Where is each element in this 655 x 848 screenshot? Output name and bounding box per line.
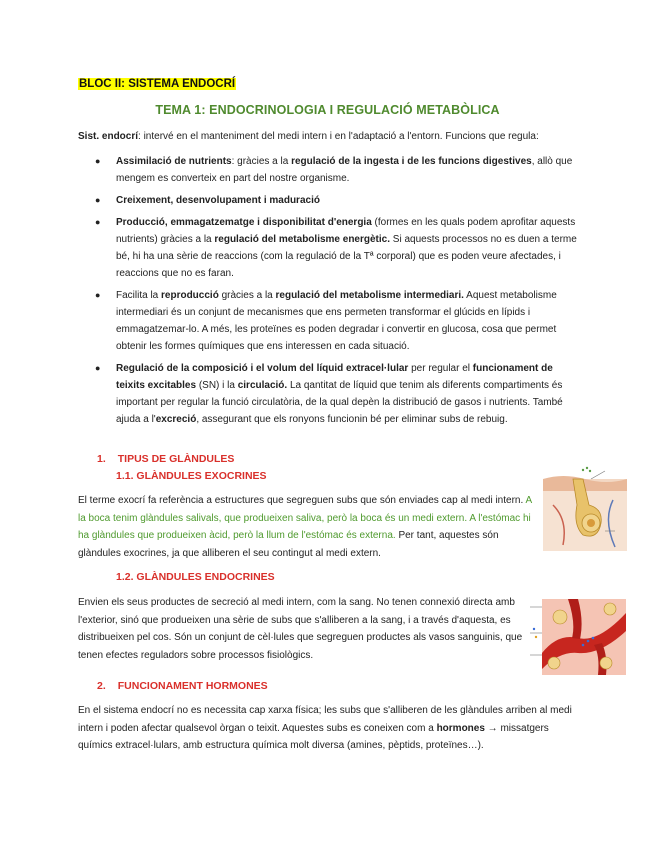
endocrine-paragraph: Envien els seus productes de secreció al medi intern, com la sang. No tenen connexió directa amb l'exterior, sinó que produeixen una sèrie de subs que s'alliberen a la sang, i a través d'aquesta, es distribueixen pel cos. Són un conjunt de cèl·lules que segreguen productes als vasos sanguinis, que tenen efectes reguladors sobre processos fisiològics.	[78, 597, 523, 661]
section-1-1-heading: 1.1. GLÀNDULES EXOCRINES	[116, 470, 267, 482]
section-title: FUNCIONAMENT HORMONES	[117, 680, 268, 692]
section-number: 2.	[97, 680, 106, 692]
bold-text: Regulació de la composició i el volum del líquid extracel·lular	[116, 363, 409, 374]
bold-text: regulació de la ingesta i de les funcions digestives	[291, 156, 532, 167]
bold-text: excreció	[155, 414, 197, 425]
bloc-heading: BLOC II: SISTEMA ENDOCRÍ	[79, 78, 236, 90]
text: , assegurant que els ronyons funcionin bé per eliminar subs de rebuig.	[196, 414, 508, 425]
bold-text: regulació del metabolisme energètic.	[214, 234, 391, 245]
text: : gràcies a la	[231, 156, 292, 167]
endocrine-gland-illustration	[528, 593, 628, 678]
text: → missatgers químics extracel·lulars, amb estructura química molt diversa (amines, pèptids, proteïnes…).	[78, 722, 549, 751]
bold-text: reproducció	[161, 290, 219, 301]
text: Per tant, aquestes són glàndules exocrines, ja que alliberen el seu contingut al medi extern.	[78, 530, 499, 559]
section-title: TIPUS DE GLÀNDULES	[117, 453, 235, 465]
exocrine-paragraph	[78, 492, 540, 562]
list-item	[78, 360, 583, 428]
list-item	[78, 287, 583, 355]
text: Facilita la	[116, 290, 162, 301]
text: En el sistema endocrí no es necessita cap xarxa física; les subs que s'alliberen de les glàndules arriben al medi intern i poden afectar qualsevol òrgan o teixit. Aquestes subs es coneixen com a	[78, 705, 572, 734]
list-item	[78, 214, 583, 282]
section-1-2-heading: 1.2. GLÀNDULES ENDOCRINES	[116, 571, 275, 583]
hormones-paragraph	[78, 702, 578, 755]
bold-text: Producció, emmagatzematge i disponibilitat d'energia	[116, 217, 372, 228]
text: Aquest metabolisme intermediari és un conjunt de mecanismes que ens permeten transformar el glúcids en lípids i emmagatzemar-lo. A més, les proteïnes es poden degradar i convertir en glucosa, cosa que permet obtenir les formes químiques que ens interessen en cada situació.	[116, 290, 557, 352]
text: per regular el	[408, 363, 473, 374]
list-item	[78, 192, 583, 209]
tema-title: TEMA 1: ENDOCRINOLOGIA I REGULACIÓ METABÒLICA	[155, 103, 500, 117]
exocrine-gland-illustration	[543, 465, 627, 551]
section-1-heading	[97, 453, 234, 465]
bold-text: circulació.	[237, 380, 288, 391]
text: gràcies a la	[218, 290, 276, 301]
bold-text: funcionament de teixits excitables	[116, 363, 553, 391]
intro-paragraph	[78, 128, 598, 146]
text: (formes en les quals podem aprofitar aquests nutrients) gràcies a la	[116, 217, 576, 245]
functions-list	[78, 153, 583, 433]
text: El terme exocrí fa referència a estructures que segreguen subs que són enviades cap al medi intern.	[78, 495, 526, 506]
bold-text: hormones	[436, 722, 485, 734]
section-number: 1.	[97, 453, 106, 465]
bold-text: Assimilació de nutrients	[116, 156, 232, 167]
section-2-heading	[97, 680, 268, 692]
intro-term: Sist. endocrí	[78, 131, 139, 142]
list-item	[78, 153, 583, 187]
text: , allò que mengem es converteix en part del nostre organisme.	[116, 156, 573, 184]
text: La qantitat de líquid que tenim als diferents compartiments és important per regular la funció circulatòria, de la qual depèn la distribució de gasos i nutrients. També ajuda a l'	[116, 380, 563, 425]
text: Si aquests processos no es duen a terme bé, hi ha una sèrie de reaccions (com la regulació de la Tª corporal) que es poden veure afectades, i reaccions que no es faran.	[116, 234, 577, 279]
text: (SN) i la	[196, 380, 238, 391]
bold-text: Creixement, desenvolupament i maduració	[116, 195, 320, 206]
intro-text: : intervé en el manteniment del medi intern i en l'adaptació a l'entorn. Funcions que regula:	[138, 131, 539, 142]
highlighted-text: A la boca tenim glàndules salivals, que produeixen saliva, però la boca és un medi extern. A l'estómac hi ha glàndules que produeixen àcid, però la llum de l'estómac és externa.	[78, 495, 532, 541]
bold-text: regulació del metabolisme intermediari.	[275, 290, 464, 301]
